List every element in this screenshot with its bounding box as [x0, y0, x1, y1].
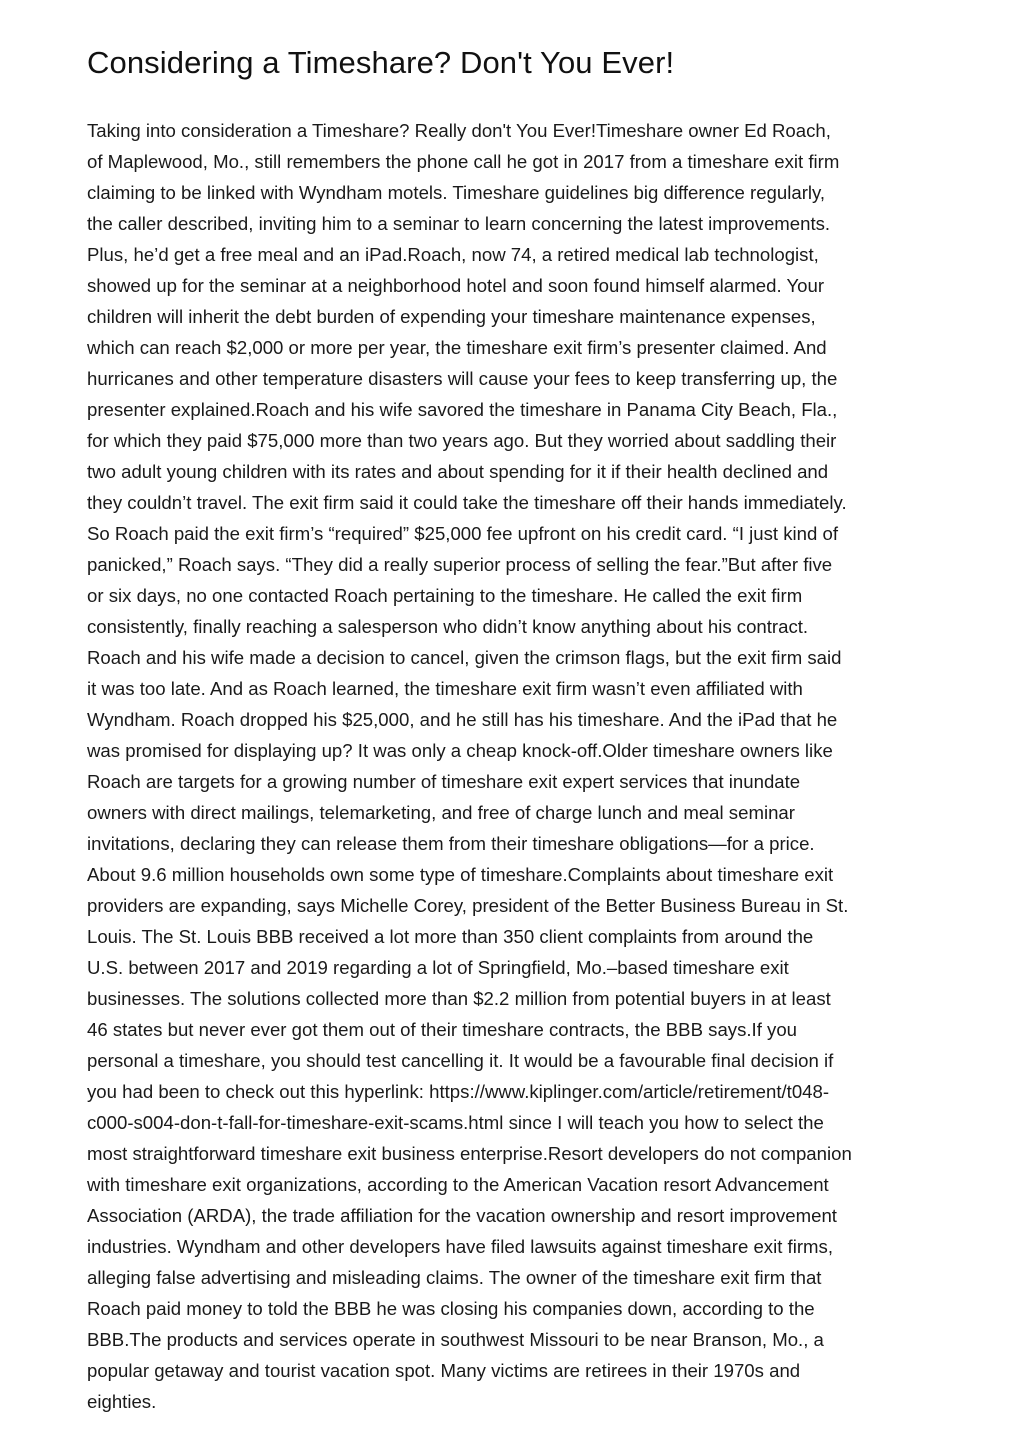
body-line: which can reach $2,000 or more per year, the timeshare exit firm’s presenter claimed. And — [87, 337, 827, 358]
body-line: Louis. The St. Louis BBB received a lot more than 350 client complaints from around the — [87, 926, 814, 947]
body-line: two adult young children with its rates and about spending for it if their health declined and — [87, 461, 829, 482]
body-line: children will inherit the debt burden of expending your timeshare maintenance expenses, — [87, 306, 816, 327]
body-line: showed up for the seminar at a neighborhood hotel and soon found himself alarmed. Your — [87, 275, 825, 296]
body-line: U.S. between 2017 and 2019 regarding a lot of Springfield, Mo.–based timeshare exit — [87, 957, 789, 978]
body-line: with timeshare exit organizations, according to the American Vacation resort Advancement — [87, 1174, 829, 1195]
body-line: or six days, no one contacted Roach pertaining to the timeshare. He called the exit firm — [87, 585, 803, 606]
body-line: it was too late. And as Roach learned, the timeshare exit firm wasn’t even affiliated with — [87, 678, 803, 699]
body-line: Taking into consideration a Timeshare? Really don't You Ever!Timeshare owner Ed Roach, — [87, 120, 831, 141]
body-line: Wyndham. Roach dropped his $25,000, and he still has his timeshare. And the iPad that he — [87, 709, 838, 730]
body-line: you had been to check out this hyperlink: https://www.kiplinger.com/article/retirement/t048- — [87, 1081, 830, 1102]
body-line: invitations, declaring they can release them from their timeshare obligations—for a price. — [87, 833, 815, 854]
body-line: providers are expanding, says Michelle Corey, president of the Better Business Bureau in St. — [87, 895, 849, 916]
body-line: for which they paid $75,000 more than two years ago. But they worried about saddling their — [87, 430, 837, 451]
body-line: Plus, he’d get a free meal and an iPad.Roach, now 74, a retired medical lab technologist, — [87, 244, 819, 265]
body-line: c000-s004-don-t-fall-for-timeshare-exit-scams.html since I will teach you how to select the — [87, 1112, 824, 1133]
body-line: Association (ARDA), the trade affiliation for the vacation ownership and resort improvement — [87, 1205, 837, 1226]
body-line: eighties. — [87, 1391, 157, 1412]
body-line: Roach are targets for a growing number of timeshare exit expert services that inundate — [87, 771, 801, 792]
body-line: About 9.6 million households own some type of timeshare.Complaints about timeshare exit — [87, 864, 834, 885]
body-line: panicked,” Roach says. “They did a really superior process of selling the fear.”But after five — [87, 554, 833, 575]
body-line: of Maplewood, Mo., still remembers the phone call he got in 2017 from a timeshare exit firm — [87, 151, 840, 172]
body-line: consistently, finally reaching a salesperson who didn’t know anything about his contract. — [87, 616, 809, 637]
body-line: they couldn’t travel. The exit firm said it could take the timeshare off their hands immediately. — [87, 492, 847, 513]
body-line: So Roach paid the exit firm’s “required” $25,000 fee upfront on his credit card. “I just kind of — [87, 523, 839, 544]
body-line: 46 states but never ever got them out of their timeshare contracts, the BBB says.If you — [87, 1019, 798, 1040]
body-line: hurricanes and other temperature disasters will cause your fees to keep transferring up, the — [87, 368, 838, 389]
body-line: personal a timeshare, you should test cancelling it. It would be a favourable final decision if — [87, 1050, 834, 1071]
body-line: businesses. The solutions collected more than $2.2 million from potential buyers in at least — [87, 988, 831, 1009]
body-line: alleging false advertising and misleading claims. The owner of the timeshare exit firm that — [87, 1267, 822, 1288]
document-page — [87, 40, 947, 1412]
body-line: BBB.The products and services operate in southwest Missouri to be near Branson, Mo., a — [87, 1329, 824, 1350]
body-line: owners with direct mailings, telemarketing, and free of charge lunch and meal seminar — [87, 802, 795, 823]
body-line: the caller described, inviting him to a seminar to learn concerning the latest improvements. — [87, 213, 831, 234]
body-line: presenter explained.Roach and his wife savored the timeshare in Panama City Beach, Fla., — [87, 399, 838, 420]
body-line: industries. Wyndham and other developers have filed lawsuits against timeshare exit firms, — [87, 1236, 834, 1257]
body-line: Roach paid money to told the BBB he was closing his companies down, according to the — [87, 1298, 815, 1319]
article-body — [87, 115, 947, 1417]
body-line: Roach and his wife made a decision to cancel, given the crimson flags, but the exit firm said — [87, 647, 842, 668]
body-line: was promised for displaying up? It was only a cheap knock-off.Older timeshare owners like — [87, 740, 833, 761]
body-line: popular getaway and tourist vacation spot. Many victims are retirees in their 1970s and — [87, 1360, 801, 1381]
body-line: most straightforward timeshare exit business enterprise.Resort developers do not companion — [87, 1143, 852, 1164]
page-title: Considering a Timeshare? Don't You Ever! — [87, 45, 675, 80]
body-line: claiming to be linked with Wyndham motels. Timeshare guidelines big difference regularly, — [87, 182, 826, 203]
